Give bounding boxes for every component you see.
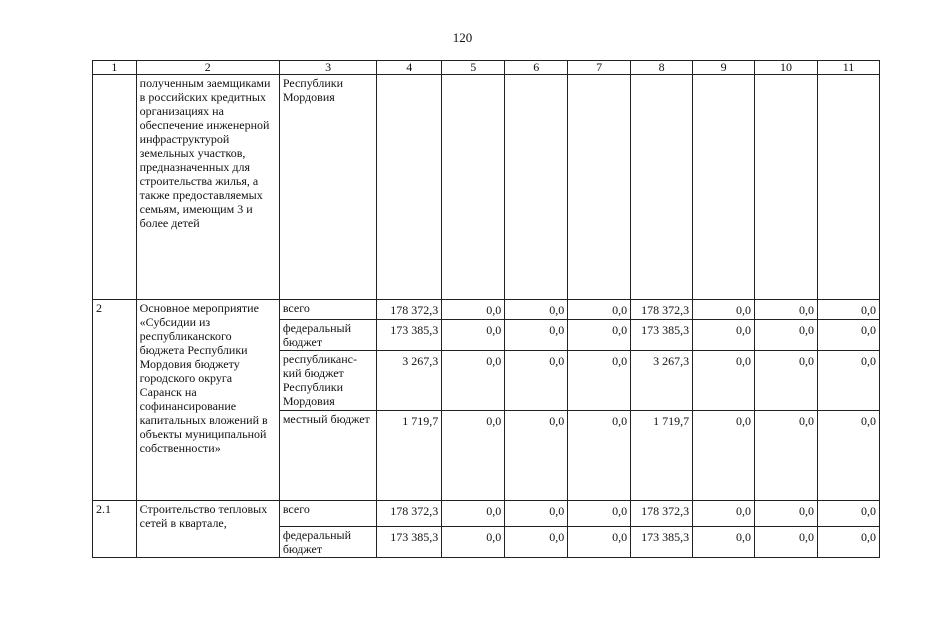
cell-value: 0,0 bbox=[505, 351, 568, 411]
cell-value: 0,0 bbox=[568, 411, 631, 501]
col-header: 1 bbox=[93, 61, 137, 75]
col-header: 2 bbox=[136, 61, 279, 75]
cell-source: Республики Мордовия bbox=[279, 75, 376, 300]
table-row bbox=[93, 501, 880, 527]
col-header: 7 bbox=[568, 61, 631, 75]
col-header: 3 bbox=[279, 61, 376, 75]
cell-value: 0,0 bbox=[817, 501, 879, 527]
cell-value: 0,0 bbox=[568, 501, 631, 527]
cell-id: 2.1 bbox=[93, 501, 137, 558]
col-header: 10 bbox=[755, 61, 818, 75]
col-header: 6 bbox=[505, 61, 568, 75]
cell-value: 0,0 bbox=[568, 527, 631, 558]
cell-value: 0,0 bbox=[568, 351, 631, 411]
col-header: 8 bbox=[631, 61, 693, 75]
cell-value: 0,0 bbox=[505, 501, 568, 527]
cell-id bbox=[93, 75, 137, 300]
cell-name: Строительство тепловых сетей в квартале, bbox=[136, 501, 279, 558]
cell-value: 0,0 bbox=[693, 351, 755, 411]
cell-source: федеральный бюджет bbox=[279, 527, 376, 558]
cell-source: всего bbox=[279, 501, 376, 527]
cell-value: 173 385,3 bbox=[631, 320, 693, 351]
cell-value: 173 385,3 bbox=[377, 527, 442, 558]
cell-value: 0,0 bbox=[693, 320, 755, 351]
cell-value: 3 267,3 bbox=[631, 351, 693, 411]
cell-value: 0,0 bbox=[442, 351, 505, 411]
cell-value: 0,0 bbox=[755, 527, 818, 558]
col-header: 4 bbox=[377, 61, 442, 75]
cell-id: 2 bbox=[93, 300, 137, 501]
cell-value: 0,0 bbox=[693, 411, 755, 501]
cell-value: 0,0 bbox=[505, 300, 568, 320]
col-header: 5 bbox=[442, 61, 505, 75]
cell-source: местный бюджет bbox=[279, 411, 376, 501]
cell-value: 3 267,3 bbox=[377, 351, 442, 411]
cell-value: 173 385,3 bbox=[631, 527, 693, 558]
cell-value: 0,0 bbox=[755, 351, 818, 411]
cell-value: 0,0 bbox=[817, 300, 879, 320]
cell-value: 178 372,3 bbox=[377, 501, 442, 527]
cell-value: 0,0 bbox=[817, 320, 879, 351]
col-header: 9 bbox=[693, 61, 755, 75]
cell-value: 0,0 bbox=[755, 320, 818, 351]
cell-value: 178 372,3 bbox=[631, 300, 693, 320]
cell-value: 178 372,3 bbox=[377, 300, 442, 320]
cell-value: 1 719,7 bbox=[377, 411, 442, 501]
cell-source: республиканс-кий бюджет Республики Мордовия bbox=[279, 351, 376, 411]
cell-value: 0,0 bbox=[693, 501, 755, 527]
cell-value: 0,0 bbox=[755, 411, 818, 501]
budget-table bbox=[92, 60, 880, 558]
cell-value: 0,0 bbox=[755, 501, 818, 527]
cell-value: 0,0 bbox=[442, 300, 505, 320]
cell-value: 0,0 bbox=[817, 411, 879, 501]
cell-value: 0,0 bbox=[442, 411, 505, 501]
table-row bbox=[93, 300, 880, 320]
cell-value: 1 719,7 bbox=[631, 411, 693, 501]
cell-value: 0,0 bbox=[442, 527, 505, 558]
header-row bbox=[93, 61, 880, 75]
cell-name: Основное мероприятие «Субсидии из республиканского бюджета Республики Мордовия бюджету городского округа Саранск на софинансирование капитальных вложений в объекты муниципальной собственности» bbox=[136, 300, 279, 501]
cell-value: 173 385,3 bbox=[377, 320, 442, 351]
page-number: 120 bbox=[452, 30, 473, 45]
cell-value: 0,0 bbox=[505, 527, 568, 558]
cell-value: 0,0 bbox=[693, 527, 755, 558]
cell-value: 0,0 bbox=[568, 320, 631, 351]
cell-value: 0,0 bbox=[505, 411, 568, 501]
cell-value: 0,0 bbox=[693, 300, 755, 320]
cell-value: 0,0 bbox=[817, 527, 879, 558]
cell-value: 0,0 bbox=[817, 351, 879, 411]
cell-name: полученным заемщиками в российских кредитных организациях на обеспечение инженерной инфраструктурой земельных участков, предназначенных для строительства жилья, а также предоставляемых семьям, имеющим 3 и более детей bbox=[136, 75, 279, 300]
cell-value: 0,0 bbox=[442, 320, 505, 351]
col-header: 11 bbox=[817, 61, 879, 75]
cell-source: всего bbox=[279, 300, 376, 320]
cell-value: 0,0 bbox=[568, 300, 631, 320]
cell-value: 0,0 bbox=[755, 300, 818, 320]
cell-value: 0,0 bbox=[505, 320, 568, 351]
continuation-row bbox=[93, 75, 880, 300]
cell-value: 178 372,3 bbox=[631, 501, 693, 527]
cell-value: 0,0 bbox=[442, 501, 505, 527]
cell-source: федеральный бюджет bbox=[279, 320, 376, 351]
